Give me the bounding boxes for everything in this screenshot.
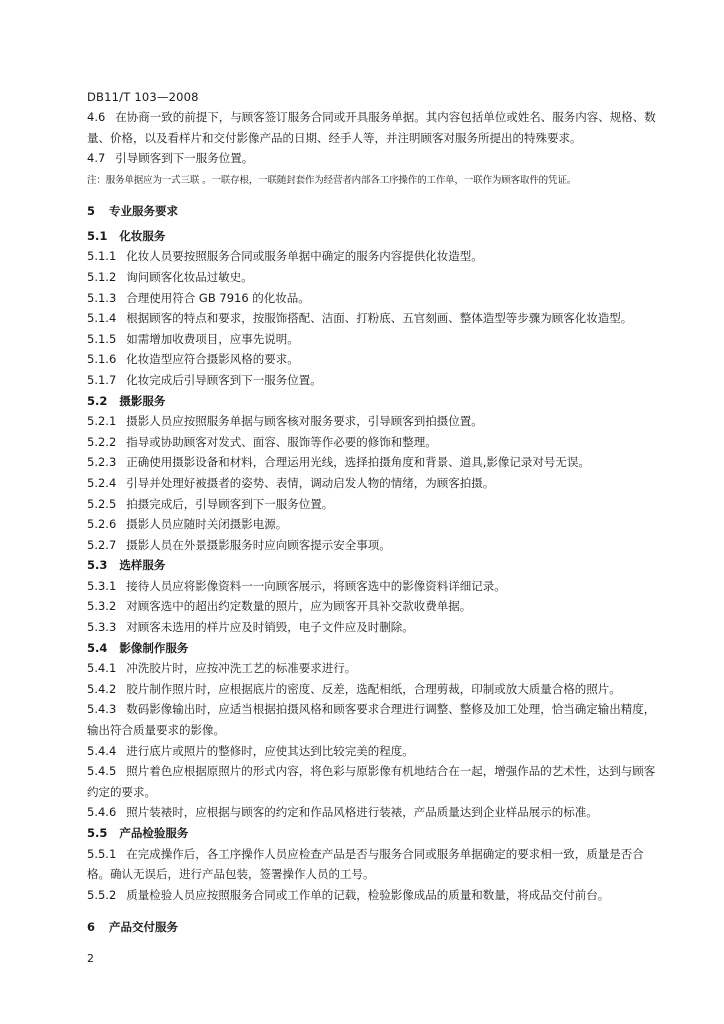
clause [87, 741, 657, 762]
subsection-heading [87, 555, 657, 576]
clause [87, 494, 657, 515]
clause-text: 在完成操作后，各工序操作人员应检查产品是否与服务合同或服务单据确定的要求相一致，质量是否合格。确认无误后，进行产品包装，签署操作人员的工号。 [87, 846, 644, 882]
clause-number: 5.5 [87, 826, 108, 840]
clause [87, 411, 657, 432]
clause-number: 5.2.2 [87, 434, 117, 449]
clause-text: 照片装裱时，应根据与顾客的约定和作品风格进行装裱，产品质量达到企业样品展示的标准。 [126, 805, 598, 820]
clause-number: 5.2.6 [87, 517, 117, 532]
clause-number: 5.4.6 [87, 805, 117, 820]
clause-number: 5.5.2 [87, 887, 117, 902]
clause-text: 化妆完成后引导顾客到下一服务位置。 [126, 372, 322, 387]
clause [87, 885, 657, 906]
clause-number: 5.3 [87, 558, 108, 573]
clause-text: 产品检验服务 [119, 826, 189, 840]
clause-number: 5.4.3 [87, 702, 117, 717]
clause-number: 5.2.5 [87, 496, 117, 511]
clause-text: 如需增加收费项目，应事先说明。 [126, 331, 299, 346]
clause [87, 288, 657, 309]
clause-text: 照片着色应根据原照片的形式内容，将色彩与原影像有机地结合在一起，增强作品的艺术性，达到与顾客约定的要求。 [87, 764, 656, 799]
section-heading [87, 917, 657, 937]
clause-text: 摄影人员应按照服务单据与顾客核对服务要求，引导顾客到拍摄位置。 [126, 414, 483, 429]
clause-text: 指导或协助顾客对发式、面容、服饰等作必要的修饰和整理。 [126, 434, 437, 449]
clause-number: 5.1.7 [87, 372, 117, 387]
clause-text: 影像制作服务 [119, 640, 189, 655]
clause [87, 432, 657, 453]
note-text: 注：服务单据应为一式三联 。一联存根，一联随封套作为经营者内部各工序操作的工作单，一联作为顾客取件的凭证。 [87, 174, 577, 186]
clause [87, 246, 657, 267]
subsection-heading [87, 638, 657, 659]
clause-text: 摄影人员应随时关闭摄影电源。 [126, 517, 288, 532]
clause-text: 拍摄完成后，引导顾客到下一服务位置。 [126, 496, 334, 511]
clause-number: 5.2.7 [87, 537, 117, 552]
clause-text: 胶片制作照片时，应根据底片的密度、反差，选配相纸，合理剪裁，印制或放大质量合格的照片。 [126, 681, 621, 696]
clause-text: 质量检验人员应按照服务合同或工作单的记载，检验影像成品的质量和数量，将成品交付前台。 [126, 887, 610, 902]
clause-text: 对顾客选中的超出约定数量的照片，应为顾客开具补交款收费单据。 [126, 599, 472, 614]
clause [87, 535, 657, 556]
subsection-heading [87, 823, 657, 844]
clause-number: 4.7 [87, 151, 106, 166]
clause-number: 5.4.4 [87, 743, 117, 758]
clause-text: 引导并处理好被摄者的姿势、表情，调动启发人物的情绪，为顾客拍摄。 [126, 475, 495, 490]
clause-text: 化妆服务 [119, 228, 166, 243]
clause-number: 5.3.2 [87, 599, 117, 614]
clause [87, 699, 657, 740]
clause [87, 267, 657, 288]
document-code: DB11/T 103—2008 [87, 90, 199, 104]
clause-number: 5.5.1 [87, 846, 117, 861]
clause-text: 数码影像输出时，应适当根据拍摄风格和顾客要求合理进行调整、整修及加工处理，恰当确定输出精度，输出符合质量要求的影像。 [87, 702, 656, 738]
clause-number: 5.4.1 [87, 661, 117, 676]
clause-number: 5.1 [87, 228, 108, 243]
clause-text: 专业服务要求 [109, 203, 179, 218]
clause-number: 5.4.2 [87, 681, 117, 696]
subsection-heading [87, 226, 657, 247]
clause-number: 6 [87, 920, 96, 935]
clause-text: 冲洗胶片时，应按冲洗工艺的标准要求进行。 [126, 661, 357, 676]
clause-number: 5 [87, 203, 96, 218]
clause [87, 576, 657, 597]
clause [87, 617, 657, 638]
clause-number: 4.6 [87, 110, 106, 124]
clause-text: 化妆人员要按照服务合同或服务单据中确定的服务内容提供化妆造型。 [126, 249, 483, 264]
clause [87, 349, 657, 370]
clause-text: 根据顾客的特点和要求，按服饰搭配、洁面、打粉底、五官刻画、整体造型等步骤为顾客化妆造型。 [126, 311, 633, 326]
clause [87, 658, 657, 679]
clause-number: 5.2 [87, 393, 108, 408]
clause [87, 308, 657, 329]
clause [87, 370, 657, 391]
clause [87, 148, 657, 169]
clause [87, 473, 657, 494]
clause-number: 5.1.1 [87, 249, 117, 264]
page-number: 2 [87, 952, 94, 965]
clause-text: 选样服务 [119, 558, 166, 573]
clause-number: 5.1.4 [87, 311, 117, 326]
clause-text: 化妆造型应符合摄影风格的要求。 [126, 352, 299, 367]
clause-number: 5.1.3 [87, 290, 117, 305]
clause [87, 596, 657, 617]
clause [87, 514, 657, 535]
clause-number: 5.4.5 [87, 764, 117, 779]
clause-text: 接待人员应将影像资料一一向顾客展示，将顾客选中的影像资料详细记录。 [126, 578, 506, 593]
clause-number: 5.2.3 [87, 455, 117, 470]
clause [87, 844, 657, 885]
clause [87, 761, 657, 802]
section-heading [87, 201, 657, 221]
clause-number: 5.2.4 [87, 475, 117, 490]
clause [87, 107, 657, 148]
clause [87, 802, 657, 823]
document-body [87, 107, 657, 942]
subsection-heading [87, 391, 657, 412]
clause-text: 询问顾客化妆品过敏史。 [126, 269, 253, 284]
clause [87, 452, 657, 473]
clause-text: 引导顾客到下一服务位置。 [115, 151, 254, 166]
clause-number: 5.1.5 [87, 331, 117, 346]
spacer [87, 905, 657, 911]
clause-number: 5.1.6 [87, 352, 117, 367]
clause [87, 679, 657, 700]
clause-number: 5.3.1 [87, 578, 117, 593]
clause-text: 对顾客未选用的样片应及时销毁，电子文件应及时删除。 [126, 620, 414, 635]
clause-text: 产品交付服务 [109, 920, 179, 935]
clause-number: 5.3.3 [87, 620, 117, 635]
clause [87, 329, 657, 350]
clause-text: 摄影服务 [119, 393, 166, 408]
spacer [87, 189, 657, 195]
clause-number: 5.1.2 [87, 269, 117, 284]
clause-text: 正确使用摄影设备和材料，合理运用光线，选择拍摄角度和背景、道具,影像记录对号无误。 [126, 455, 590, 470]
clause-number: 5.2.1 [87, 414, 117, 429]
clause-number: 5.4 [87, 640, 108, 655]
clause-text: 摄影人员在外景摄影服务时应向顾客提示安全事项。 [126, 537, 391, 552]
clause-text: 合理使用符合 GB 7916 的化妆品。 [126, 290, 310, 305]
clause-text: 进行底片或照片的整修时，应使其达到比较完美的程度。 [126, 743, 414, 758]
clause-text: 在协商一致的前提下，与顾客签订服务合同或开具服务单据。其内容包括单位或姓名、服务内容、规格、数量、价格，以及看样片和交付影像产品的日期、经手人等，并注明顾客对服务所提出的特殊要求。 [87, 110, 656, 145]
